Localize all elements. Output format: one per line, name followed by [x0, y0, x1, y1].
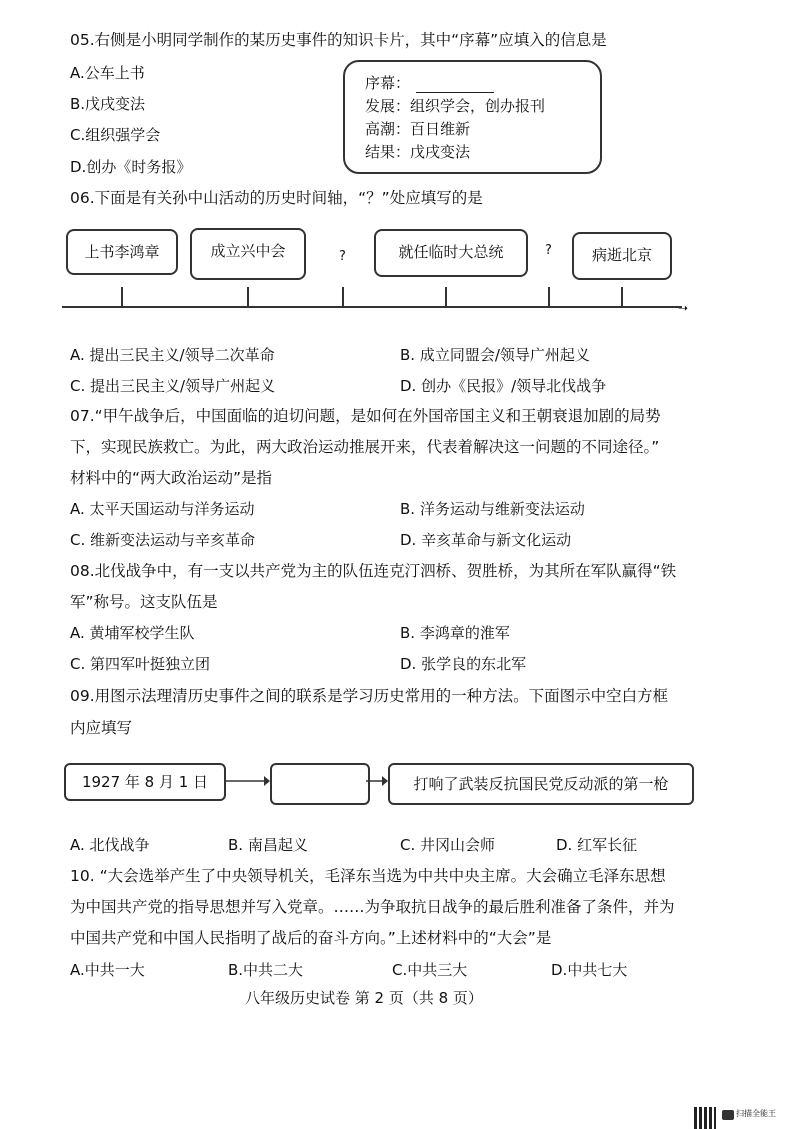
q09-option-c: C. 井冈山会师 — [400, 836, 496, 854]
q08-option-c: C. 第四军叶挺独立团 — [70, 655, 211, 673]
flow-arrow-2-icon — [366, 772, 388, 790]
timeline-event-1: 上书李鸿章 — [66, 229, 178, 275]
q09-option-a: A. 北伐战争 — [70, 836, 150, 854]
q06-option-d: D. 创办《民报》/领导北伐战争 — [400, 377, 607, 395]
q10-option-d: D.中共七大 — [551, 961, 628, 979]
q05-option-d: D.创办《时务报》 — [70, 158, 192, 176]
flow-blank-box — [270, 763, 370, 805]
q08-option-d: D. 张学良的东北军 — [400, 655, 527, 673]
q07-line-1: 07.“甲午战争后，中国面临的迫切问题，是如何在外国帝国主义和王朝衰退加剧的局势 — [70, 407, 661, 425]
q08-line-1: 08.北伐战争中，有一支以共产党为主的队伍连克汀泗桥、贺胜桥，为其所在军队赢得“铁 — [70, 562, 677, 580]
flow-date-box: 1927 年 8 月 1 日 — [64, 763, 226, 801]
timeline-arrow-icon: ➝ — [678, 301, 689, 315]
timeline-unknown-2: ? — [545, 243, 552, 258]
q08-option-a: A. 黄埔军校学生队 — [70, 624, 195, 642]
q07-option-a: A. 太平天国运动与洋务运动 — [70, 500, 255, 518]
timeline-tick-2 — [247, 287, 249, 307]
scanner-logo-text: 扫描全能王 — [736, 1109, 776, 1118]
q09-option-b: B. 南昌起义 — [228, 836, 308, 854]
q07-option-d: D. 辛亥革命与新文化运动 — [400, 531, 572, 549]
q05-option-c: C.组织强学会 — [70, 126, 161, 144]
q05-option-b: B.戊戌变法 — [70, 95, 146, 113]
timeline-tick-5 — [548, 287, 550, 307]
page-footer: 八年级历史试卷 第 2 页（共 8 页） — [245, 989, 483, 1007]
knowledge-card — [343, 60, 602, 174]
q09-option-d: D. 红军长征 — [556, 836, 638, 854]
q05-option-a: A.公车上书 — [70, 64, 145, 82]
q06-option-c: C. 提出三民主义/领导广州起义 — [70, 377, 276, 395]
q06-option-a: A. 提出三民主义/领导二次革命 — [70, 346, 275, 364]
q07-line-3: 材料中的“两大政治运动”是指 — [70, 469, 273, 487]
q06-stem: 06.下面是有关孙中山活动的历史时间轴，“？”处应填写的是 — [70, 189, 483, 207]
q08-option-b: B. 李鸿章的淮军 — [400, 624, 510, 642]
q10-option-b: B.中共二大 — [228, 961, 304, 979]
q09-line-2: 内应填写 — [70, 719, 133, 737]
card-row-development: 发展：组织学会，创办报刊 — [365, 97, 546, 115]
timeline-unknown-1: ? — [339, 249, 346, 264]
q10-option-c: C.中共三大 — [392, 961, 468, 979]
timeline-event-4: 病逝北京 — [572, 232, 672, 280]
card-row-climax: 高潮：百日维新 — [365, 120, 471, 138]
q07-option-b: B. 洋务运动与维新变法运动 — [400, 500, 585, 518]
q10-line-3: 中国共产党和中国人民指明了战后的奋斗方向。”上述材料中的“大会”是 — [70, 929, 552, 947]
card-row-result: 结果：戊戌变法 — [365, 143, 471, 161]
flow-result-box: 打响了武装反抗国民党反动派的第一枪 — [388, 763, 694, 805]
q10-line-2: 为中国共产党的指导思想并写入党章。……为争取抗日战争的最后胜利准备了条件，并为 — [70, 898, 675, 916]
timeline-tick-6 — [621, 287, 623, 307]
q07-line-2: 下，实现民族救亡。为此，两大政治运动推展开来，代表着解决这一问题的不同途径。” — [70, 438, 660, 456]
q05-stem: 05.右侧是小明同学制作的某历史事件的知识卡片，其中“序幕”应填入的信息是 — [70, 31, 607, 49]
q10-option-a: A.中共一大 — [70, 961, 145, 979]
scanner-logo-icon — [722, 1110, 734, 1120]
q10-line-1: 10. “大会选举产生了中央领导机关，毛泽东当选为中共中央主席。大会确立毛泽东思想 — [70, 867, 666, 885]
timeline-tick-3 — [342, 287, 344, 307]
card-blank — [416, 78, 494, 93]
card-row-prelude — [365, 72, 494, 93]
q08-line-2: 军”称号。这支队伍是 — [70, 593, 218, 611]
timeline-axis — [62, 306, 682, 308]
q06-option-b: B. 成立同盟会/领导广州起义 — [400, 346, 590, 364]
flow-arrow-1-icon — [224, 772, 270, 790]
timeline-tick-1 — [121, 287, 123, 307]
card-prelude-label: 序幕： — [365, 74, 411, 92]
qr-code-icon — [694, 1107, 716, 1129]
timeline-tick-4 — [445, 287, 447, 307]
q09-line-1: 09.用图示法理清历史事件之间的联系是学习历史常用的一种方法。下面图示中空白方框 — [70, 687, 669, 705]
timeline-event-2: 成立兴中会 — [190, 228, 306, 280]
q07-option-c: C. 维新变法运动与辛亥革命 — [70, 531, 256, 549]
timeline-event-3: 就任临时大总统 — [374, 229, 528, 277]
